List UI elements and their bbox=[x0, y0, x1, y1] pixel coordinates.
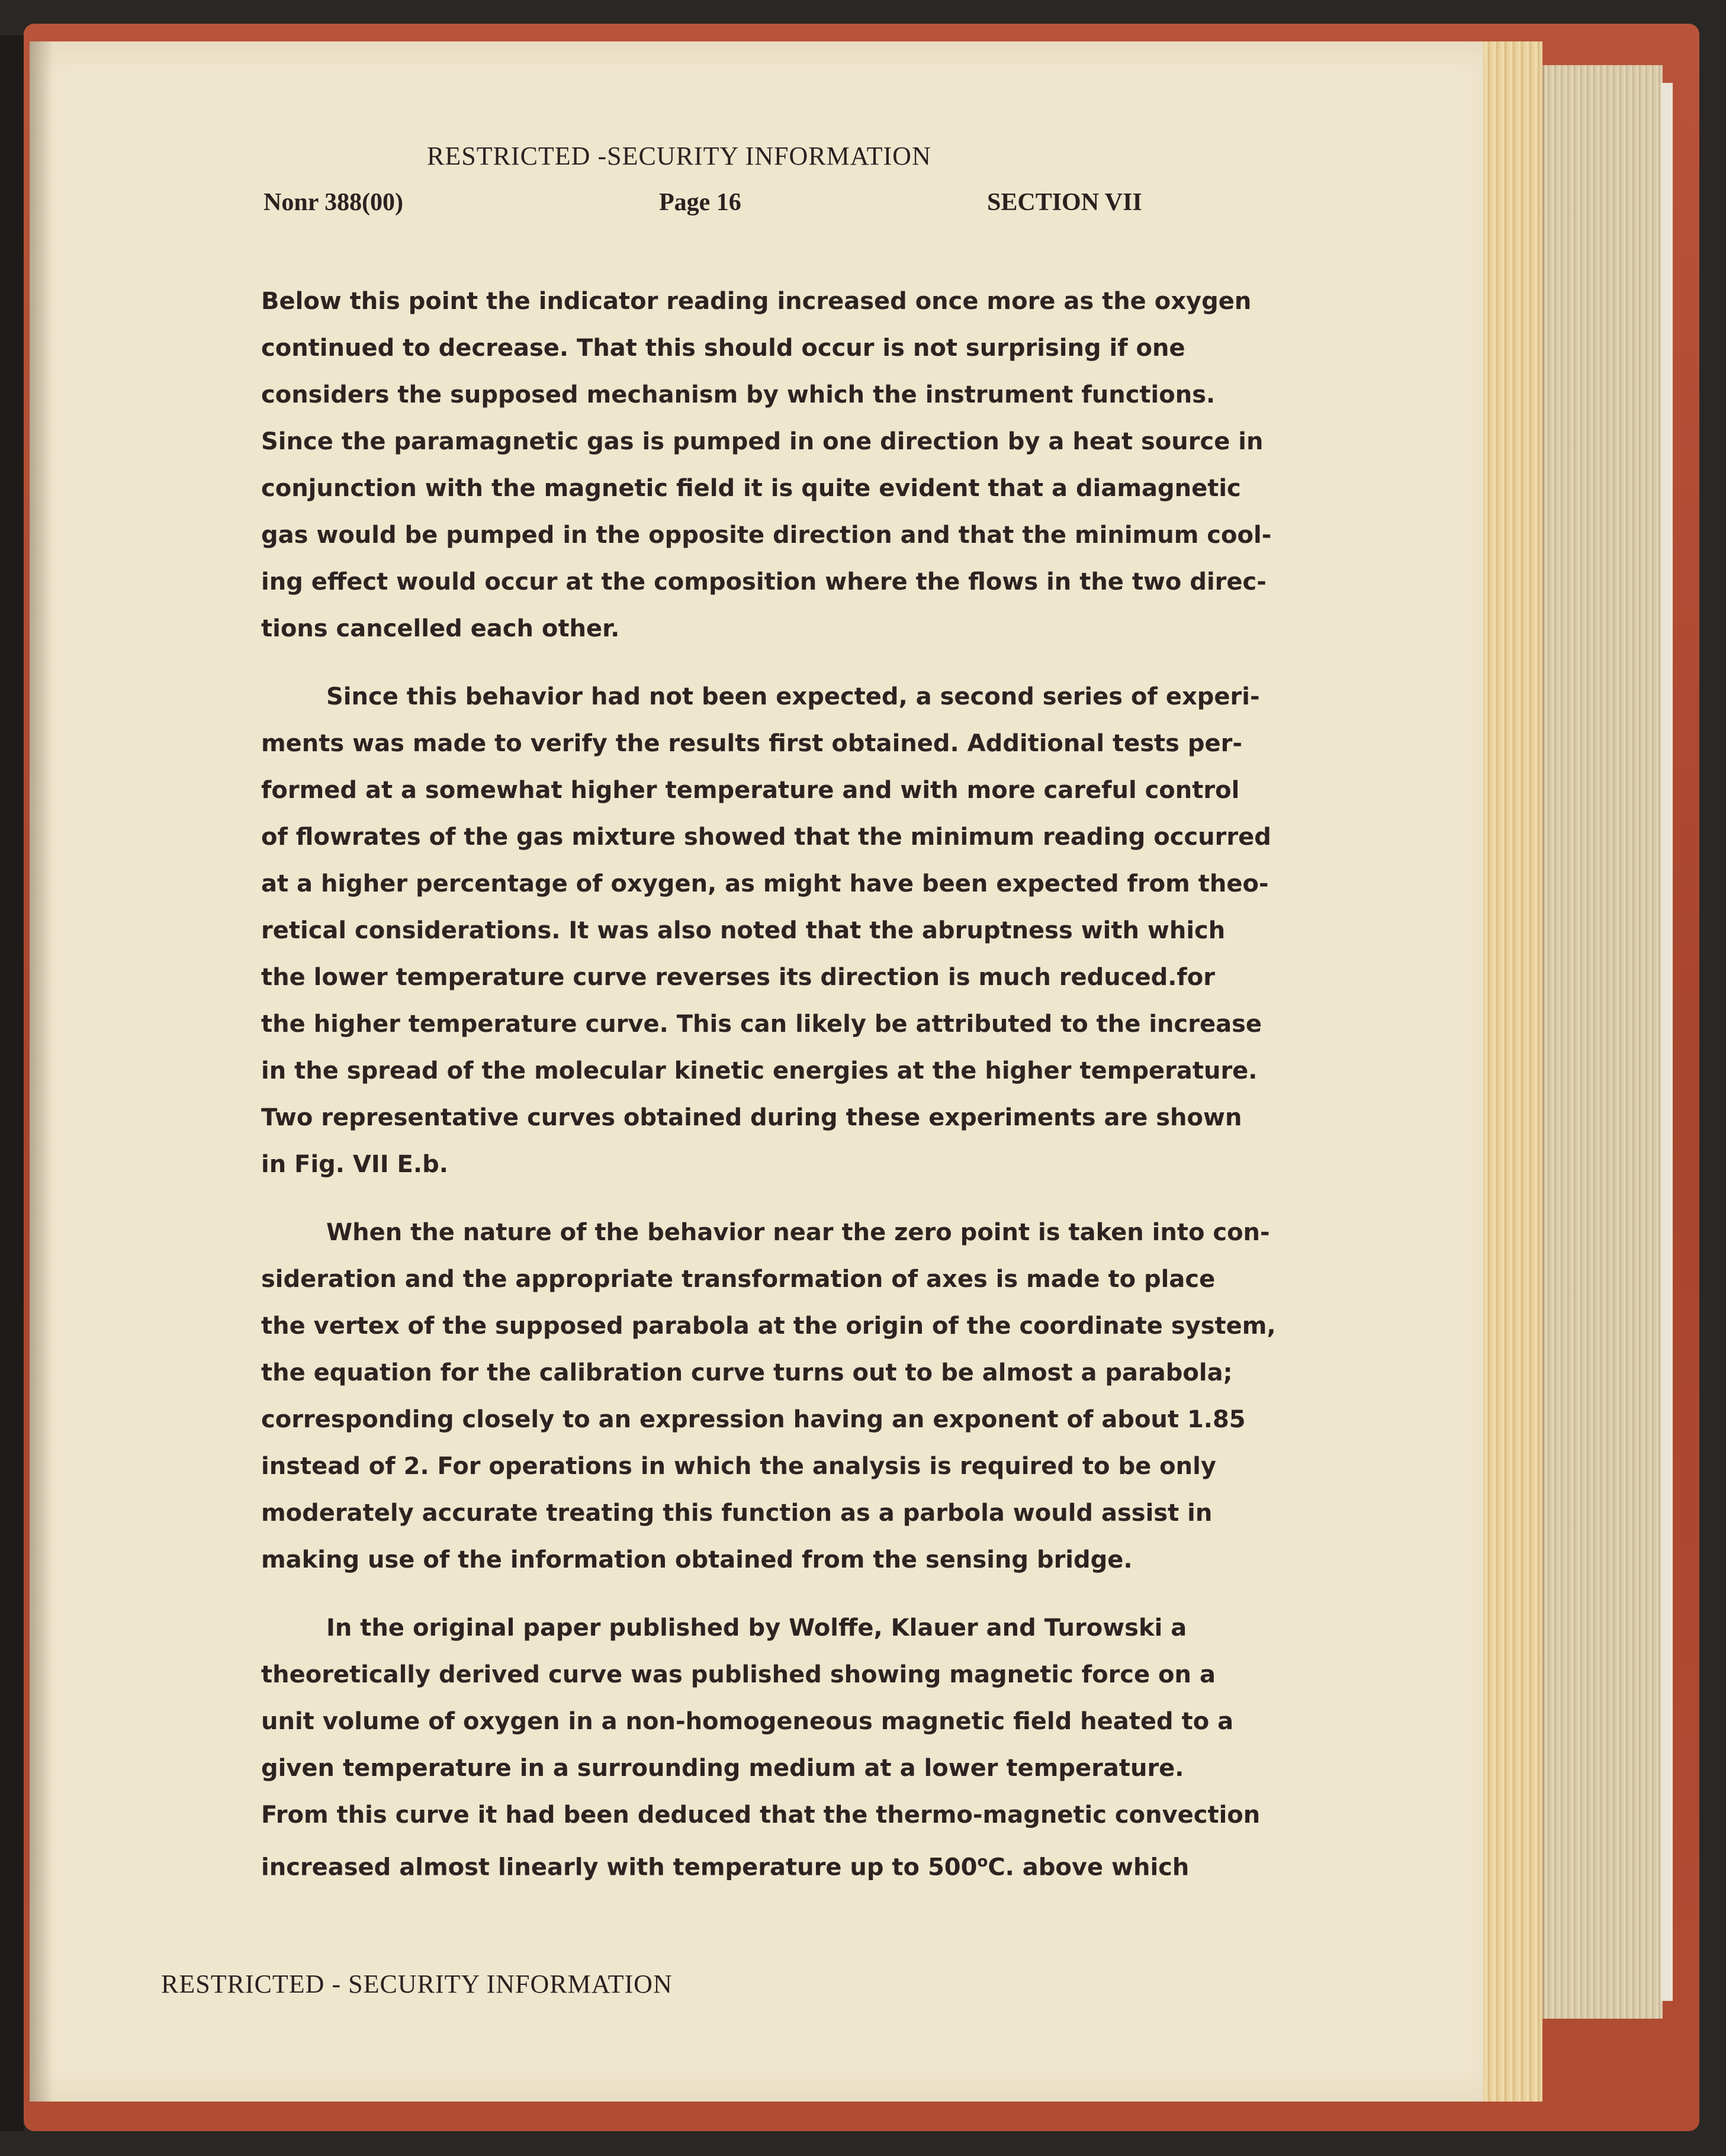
text-line: gas would be pumped in the opposite direction and that the minimum cool- bbox=[261, 522, 1272, 549]
header-section: SECTION VII bbox=[987, 189, 1142, 216]
text-line: of flowrates of the gas mixture showed that the minimum reading occurred bbox=[261, 823, 1271, 851]
text-line: corresponding closely to an expression having an exponent of about 1.85 bbox=[261, 1406, 1246, 1433]
text-line: given temperature in a surrounding medium at a lower temperature. bbox=[261, 1755, 1184, 1782]
text-line: ing effect would occur at the composition where the flows in the two direc- bbox=[261, 568, 1267, 596]
text-line: When the nature of the behavior near the zero point is taken into con- bbox=[326, 1219, 1270, 1246]
text-line: sideration and the appropriate transformation of axes is made to place bbox=[261, 1266, 1216, 1293]
body-text bbox=[261, 278, 1351, 1907]
text-line: formed at a somewhat higher temperature and with more careful control bbox=[261, 777, 1240, 804]
text-line: continued to decrease. That this should occur is not surprising if one bbox=[261, 334, 1185, 362]
header-title: RESTRICTED -SECURITY INFORMATION bbox=[427, 141, 931, 170]
text-line: conjunction with the magnetic field it is quite evident that a diamagnetic bbox=[261, 475, 1241, 502]
text-line: in the spread of the molecular kinetic energies at the higher temperature. bbox=[261, 1057, 1258, 1085]
text-line: the vertex of the supposed parabola at the origin of the coordinate system, bbox=[261, 1312, 1276, 1340]
paragraph-1 bbox=[261, 278, 1351, 652]
paragraph-3 bbox=[261, 1209, 1351, 1584]
text-line: the lower temperature curve reverses its direction is much reduced.for bbox=[261, 964, 1216, 991]
text-line: Two representative curves obtained during these experiments are shown bbox=[261, 1104, 1242, 1131]
text-line: unit volume of oxygen in a non-homogeneous magnetic field heated to a bbox=[261, 1708, 1234, 1735]
text-line: at a higher percentage of oxygen, as might have been expected from theo- bbox=[261, 870, 1269, 897]
text-line: retical considerations. It was also noted that the abruptness with which bbox=[261, 917, 1226, 944]
text-segment: increased almost linearly with temperature up to 500 bbox=[261, 1853, 978, 1881]
page-stack-outer bbox=[1661, 83, 1673, 2001]
header-page-number: Page 16 bbox=[659, 189, 741, 216]
header-contract-number: Nonr 388(00) bbox=[263, 189, 404, 216]
text-segment: C. above which bbox=[988, 1853, 1190, 1881]
text-line: Below this point the indicator reading increased once more as the oxygen bbox=[261, 288, 1252, 315]
text-line: instead of 2. For operations in which the analysis is required to be only bbox=[261, 1453, 1216, 1480]
text-line: ments was made to verify the results first obtained. Additional tests per- bbox=[261, 730, 1242, 757]
book-spine-edge bbox=[0, 36, 24, 2131]
page-gutter-shadow bbox=[30, 41, 53, 2102]
text-line: theoretically derived curve was published showing magnetic force on a bbox=[261, 1661, 1216, 1688]
page-stack-side bbox=[1542, 65, 1663, 2019]
text-line: making use of the information obtained from the sensing bridge. bbox=[261, 1546, 1133, 1573]
text-line: In the original paper published by Wolffe, Klauer and Turowski a bbox=[326, 1614, 1187, 1642]
text-line: tions cancelled each other. bbox=[261, 615, 620, 642]
text-line: in Fig. VII E.b. bbox=[261, 1151, 448, 1178]
text-line: considers the supposed mechanism by which the instrument functions. bbox=[261, 381, 1216, 408]
text-line: the equation for the calibration curve turns out to be almost a parabola; bbox=[261, 1359, 1233, 1386]
paragraph-4 bbox=[261, 1605, 1351, 1885]
text-line: Since this behavior had not been expected, a second series of experi- bbox=[326, 683, 1260, 710]
page-stack-edges bbox=[1483, 41, 1542, 2102]
degree-symbol: o bbox=[977, 1853, 988, 1871]
paragraph-2 bbox=[261, 674, 1351, 1188]
text-line bbox=[261, 1839, 1351, 1885]
footer-text: RESTRICTED - SECURITY INFORMATION bbox=[161, 1970, 673, 1999]
text-line: the higher temperature curve. This can likely be attributed to the increase bbox=[261, 1011, 1262, 1038]
text-line: From this curve it had been deduced that the thermo-magnetic convection bbox=[261, 1801, 1261, 1829]
text-line: Since the paramagnetic gas is pumped in one direction by a heat source in bbox=[261, 428, 1264, 455]
text-line: moderately accurate treating this function as a parbola would assist in bbox=[261, 1499, 1213, 1527]
